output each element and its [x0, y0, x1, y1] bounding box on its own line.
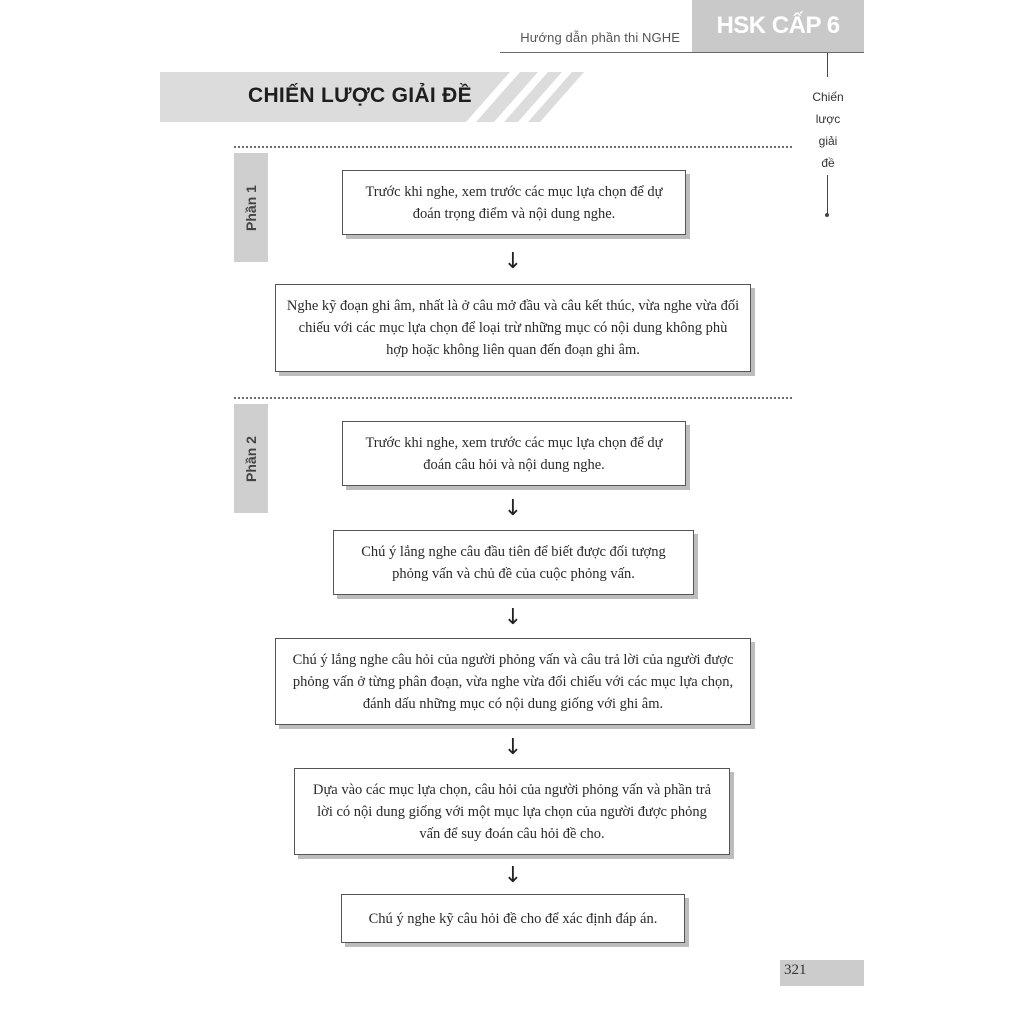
part2-step-3: Chú ý lắng nghe câu hỏi của người phỏng vấn và câu trả lời của người được phỏng vấn ở từng phân đoạn, vừa nghe vừa đối chiếu với các mục lựa chọn, đánh dấu những mục có nội dung giống với ghi âm. [275, 638, 751, 725]
down-arrow-icon: ↓ [503, 605, 523, 630]
side-tab-word: lược [815, 112, 841, 126]
side-tab-dot [825, 213, 829, 217]
part2-step-1: Trước khi nghe, xem trước các mục lựa chọn để dự đoán câu hỏi và nội dung nghe. [342, 421, 686, 486]
title-banner [160, 72, 590, 122]
part2-step-5: Chú ý nghe kỹ câu hỏi đề cho để xác định đáp án. [341, 894, 685, 943]
side-tab-word: đề [821, 156, 835, 170]
part1-step-1: Trước khi nghe, xem trước các mục lựa chọn để dự đoán trọng điểm và nội dung nghe. [342, 170, 686, 235]
down-arrow-icon: ↓ [503, 496, 523, 521]
part1-step-2: Nghe kỹ đoạn ghi âm, nhất là ở câu mở đầu và câu kết thúc, vừa nghe vừa đối chiếu với các mục lựa chọn để loại trừ những mục có nội dung không phù hợp hoặc không liên quan đến đoạn ghi âm. [275, 284, 751, 372]
down-arrow-icon: ↓ [503, 735, 523, 760]
page-title: CHIẾN LƯỢC GIẢI ĐỀ [248, 84, 472, 107]
part2-step-2: Chú ý lắng nghe câu đầu tiên để biết được đối tượng phỏng vấn và chủ đề của cuộc phỏng vấn. [333, 530, 694, 595]
part2-step-4: Dựa vào các mục lựa chọn, câu hỏi của người phỏng vấn và phần trả lời có nội dung giống với một mục lựa chọn của người được phỏng vấn để suy đoán câu hỏi đề cho. [294, 768, 730, 855]
side-tab-line-bottom [827, 175, 828, 215]
section-divider [234, 397, 792, 399]
part1-label [234, 153, 268, 262]
part1-label-text: Phần 1 [243, 184, 259, 231]
header-subtitle: Hướng dẫn phần thi NGHE [520, 30, 680, 45]
level-tag: HSK CẤP 6 [692, 0, 864, 52]
down-arrow-icon: ↓ [503, 863, 523, 888]
side-tab-word: Chiến [812, 90, 844, 104]
section-divider [234, 146, 792, 148]
part2-label [234, 404, 268, 513]
side-tab-word: giải [818, 134, 838, 148]
down-arrow-icon: ↓ [503, 249, 523, 274]
side-tab-label [800, 86, 856, 174]
header-rule [500, 52, 864, 53]
part2-label-text: Phần 2 [243, 435, 259, 482]
page-number: 321 [784, 962, 807, 978]
side-tab-line-top [827, 53, 828, 77]
